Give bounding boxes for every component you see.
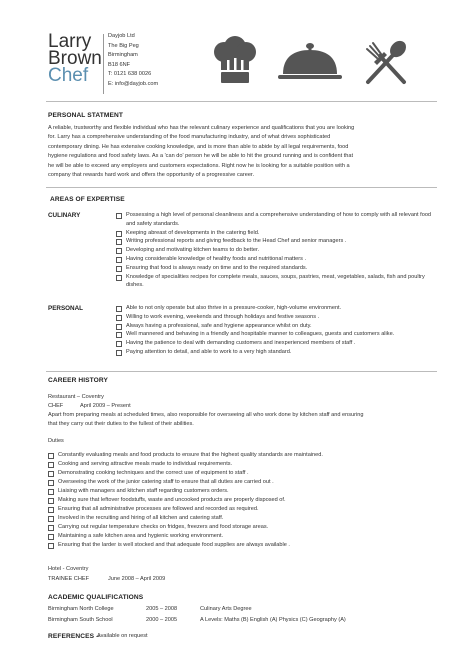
personal-label: PERSONAL [48, 305, 83, 312]
checkbox-bullet-icon [48, 462, 54, 468]
role-1: CHEF [48, 403, 64, 409]
personal-statement-heading: PERSONAL STATMENT [48, 112, 123, 119]
checkbox-bullet-icon [48, 534, 54, 540]
checkbox-bullet-icon [116, 341, 122, 347]
checkbox-bullet-icon [116, 239, 122, 245]
checkbox-bullet-icon [116, 257, 122, 263]
statement-line: company that rewards hard work and offers the opportunity of a progressive career. [48, 172, 255, 179]
qual-detail: Culinary Arts Degree [200, 606, 252, 612]
checkbox-bullet-icon [116, 231, 122, 237]
personal-list [116, 304, 438, 357]
contact-line: Dayjob Ltd [108, 33, 135, 39]
checkbox-bullet-icon [116, 248, 122, 254]
list-item: Ensuring that all administrative processes are followed and recorded as required. [48, 505, 438, 514]
checkbox-bullet-icon [116, 332, 122, 338]
checkbox-bullet-icon [116, 324, 122, 330]
list-item: Developing and motivating kitchen teams to do better. [116, 246, 438, 255]
list-item: Writing professional reports and giving feedback to the Head Chef and senior managers . [116, 237, 438, 246]
checkbox-bullet-icon [116, 350, 122, 356]
checkbox-bullet-icon [48, 498, 54, 504]
culinary-list [116, 211, 438, 290]
employer-2: Hotel - Coventry [48, 566, 89, 572]
summary-line: Apart from preparing meals at scheduled times, also responsible for overseeing all who work done by kitchen staff and ensuring [48, 412, 364, 418]
list-item: Cooking and serving attractive meals made to individual requirements. [48, 460, 438, 469]
statement-line: A reliable, trustworthy and flexible individual who has the relevant culinary experience and qualifications that you are looking [48, 125, 355, 131]
checkbox-bullet-icon [116, 275, 122, 281]
list-item: Possessing a high level of personal cleanliness and a comprehensive understanding of how to comply with all relevant food and safety standards. [116, 211, 438, 229]
list-item: Involved in the recruiting and hiring of all kitchen and catering staff. [48, 514, 438, 523]
duties-list [48, 451, 438, 550]
role-2: TRAINEE CHEF [48, 576, 90, 582]
qual-place: Birmingham South School [48, 617, 113, 623]
duties-label: Duties [48, 438, 64, 444]
employer-1: Restaurant – Coventry [48, 394, 104, 400]
last-name: Brown [48, 48, 102, 69]
header-rule [46, 101, 437, 102]
checkbox-bullet-icon [116, 315, 122, 321]
list-item: Having considerable knowledge of healthy foods and nutritional matters . [116, 255, 438, 264]
contact-line: B18 6NF [108, 61, 131, 68]
list-item: Ensuring that food is always ready on time and to the required standards. [116, 264, 438, 273]
list-item: Paying attention to detail, and able to work to a very high standard. [116, 348, 438, 357]
qual-place: Birmingham North College [48, 606, 114, 612]
list-item: Ensuring that the larder is well stocked and that adequate food supplies are always available . [48, 541, 438, 550]
list-item: Well mannered and behaving in a friendly and hospitable manner to colleagues, guests and customers alike. [116, 330, 438, 339]
list-item: Knowledge of specialities recipes for complete meals, sauces, soups, pastries, meat, vegetables, salads, fish and poultry dishes. [116, 273, 438, 291]
personal-statement-text [48, 124, 440, 180]
list-item: Able to not only operate but also thrive in a pressure-cooker, high-volume environment. [116, 304, 438, 313]
statement-line: he will be able to exceed any employers and customers expectations. Right now he is looking for a suitable position with a [48, 162, 350, 169]
first-name: Larry [48, 31, 92, 52]
list-item: Demonstrating cooking techniques and the correct use of equipment to staff . [48, 469, 438, 478]
statement-line: for. Larry has a comprehensive understanding of the food manufacturing industry, and of what drives sophisticated [48, 134, 331, 141]
qual-years: 2005 – 2008 [146, 606, 178, 612]
list-item: Maintaining a safe kitchen area and hygienic working environment. [48, 532, 438, 541]
dates-1: April 2009 – Present [80, 403, 131, 409]
qual-detail: A Levels: Maths (B) English (A) Physics (C) Geography (A) [200, 617, 346, 623]
contact-line: T: 0121 638 0026 [108, 71, 152, 78]
checkbox-bullet-icon [48, 480, 54, 486]
qual-years: 2000 – 2005 [146, 617, 178, 623]
checkbox-bullet-icon [116, 306, 122, 312]
section-rule [46, 187, 437, 188]
list-item: Willing to work evening, weekends and through holidays and festive seasons . [116, 313, 438, 322]
references-text: Available on request [97, 633, 148, 639]
checkbox-bullet-icon [48, 507, 54, 513]
role-summary [48, 411, 440, 429]
culinary-label: CULINARY [48, 212, 81, 219]
qualifications-heading: ACADEMIC QUALIFICATIONS [48, 594, 144, 601]
section-rule [46, 371, 437, 372]
checkbox-bullet-icon [48, 543, 54, 549]
checkbox-bullet-icon [48, 471, 54, 477]
references-heading: REFERENCES – [48, 633, 100, 640]
dates-2: June 2008 – April 2009 [108, 576, 166, 582]
expertise-heading: AREAS OF EXPERTISE [50, 196, 125, 203]
contact-line: The Big Peg [108, 42, 139, 49]
list-item: Making sure that leftover foodstuffs, waste and uncooked products are properly disposed of. [48, 496, 438, 505]
list-item: Carrying out regular temperature checks on fridges, freezers and food storage areas. [48, 523, 438, 532]
statement-line: contemporary dining. He has extensive cooking knowledge, and is more than able to abide by all legal requirements, food [48, 143, 349, 150]
checkbox-bullet-icon [48, 489, 54, 495]
serving-cloche-icon [277, 42, 343, 84]
summary-line: that they carry out their duties to the fullest of their abilities. [48, 421, 194, 427]
list-item: Keeping abreast of developments in the catering field. [116, 229, 438, 238]
checkbox-bullet-icon [48, 516, 54, 522]
checkbox-bullet-icon [116, 213, 122, 219]
header-divider [103, 34, 104, 94]
chef-hat-icon [211, 36, 259, 86]
list-item: Constantly evaluating meals and food products to ensure that the highest quality standards are maintained. [48, 451, 438, 460]
list-item: Overseeing the work of the junior catering staff to ensure that all duties are carried out . [48, 478, 438, 487]
statement-line: hygiene regulations and food safety laws. As a 'can do' person he will be able to hit the ground running and is confident that [48, 153, 354, 160]
checkbox-bullet-icon [48, 453, 54, 459]
list-item: Always having a professional, safe and hygiene appearance whilst on duty. [116, 322, 438, 331]
candidate-name [48, 33, 102, 84]
list-item: Having the patience to deal with demanding customers and inexperienced members of staff . [116, 339, 438, 348]
checkbox-bullet-icon [48, 525, 54, 531]
contact-line: Birmingham [108, 52, 138, 59]
job-title: Chef [48, 65, 89, 86]
crossed-fork-spoon-icon [362, 40, 410, 86]
contact-line: E: info@dayjob.com [108, 80, 159, 87]
checkbox-bullet-icon [116, 266, 122, 272]
career-history-heading: CAREER HISTORY [48, 377, 109, 384]
contact-block [108, 32, 158, 90]
list-item: Liaising with managers and kitchen staff regarding customers orders. [48, 487, 438, 496]
